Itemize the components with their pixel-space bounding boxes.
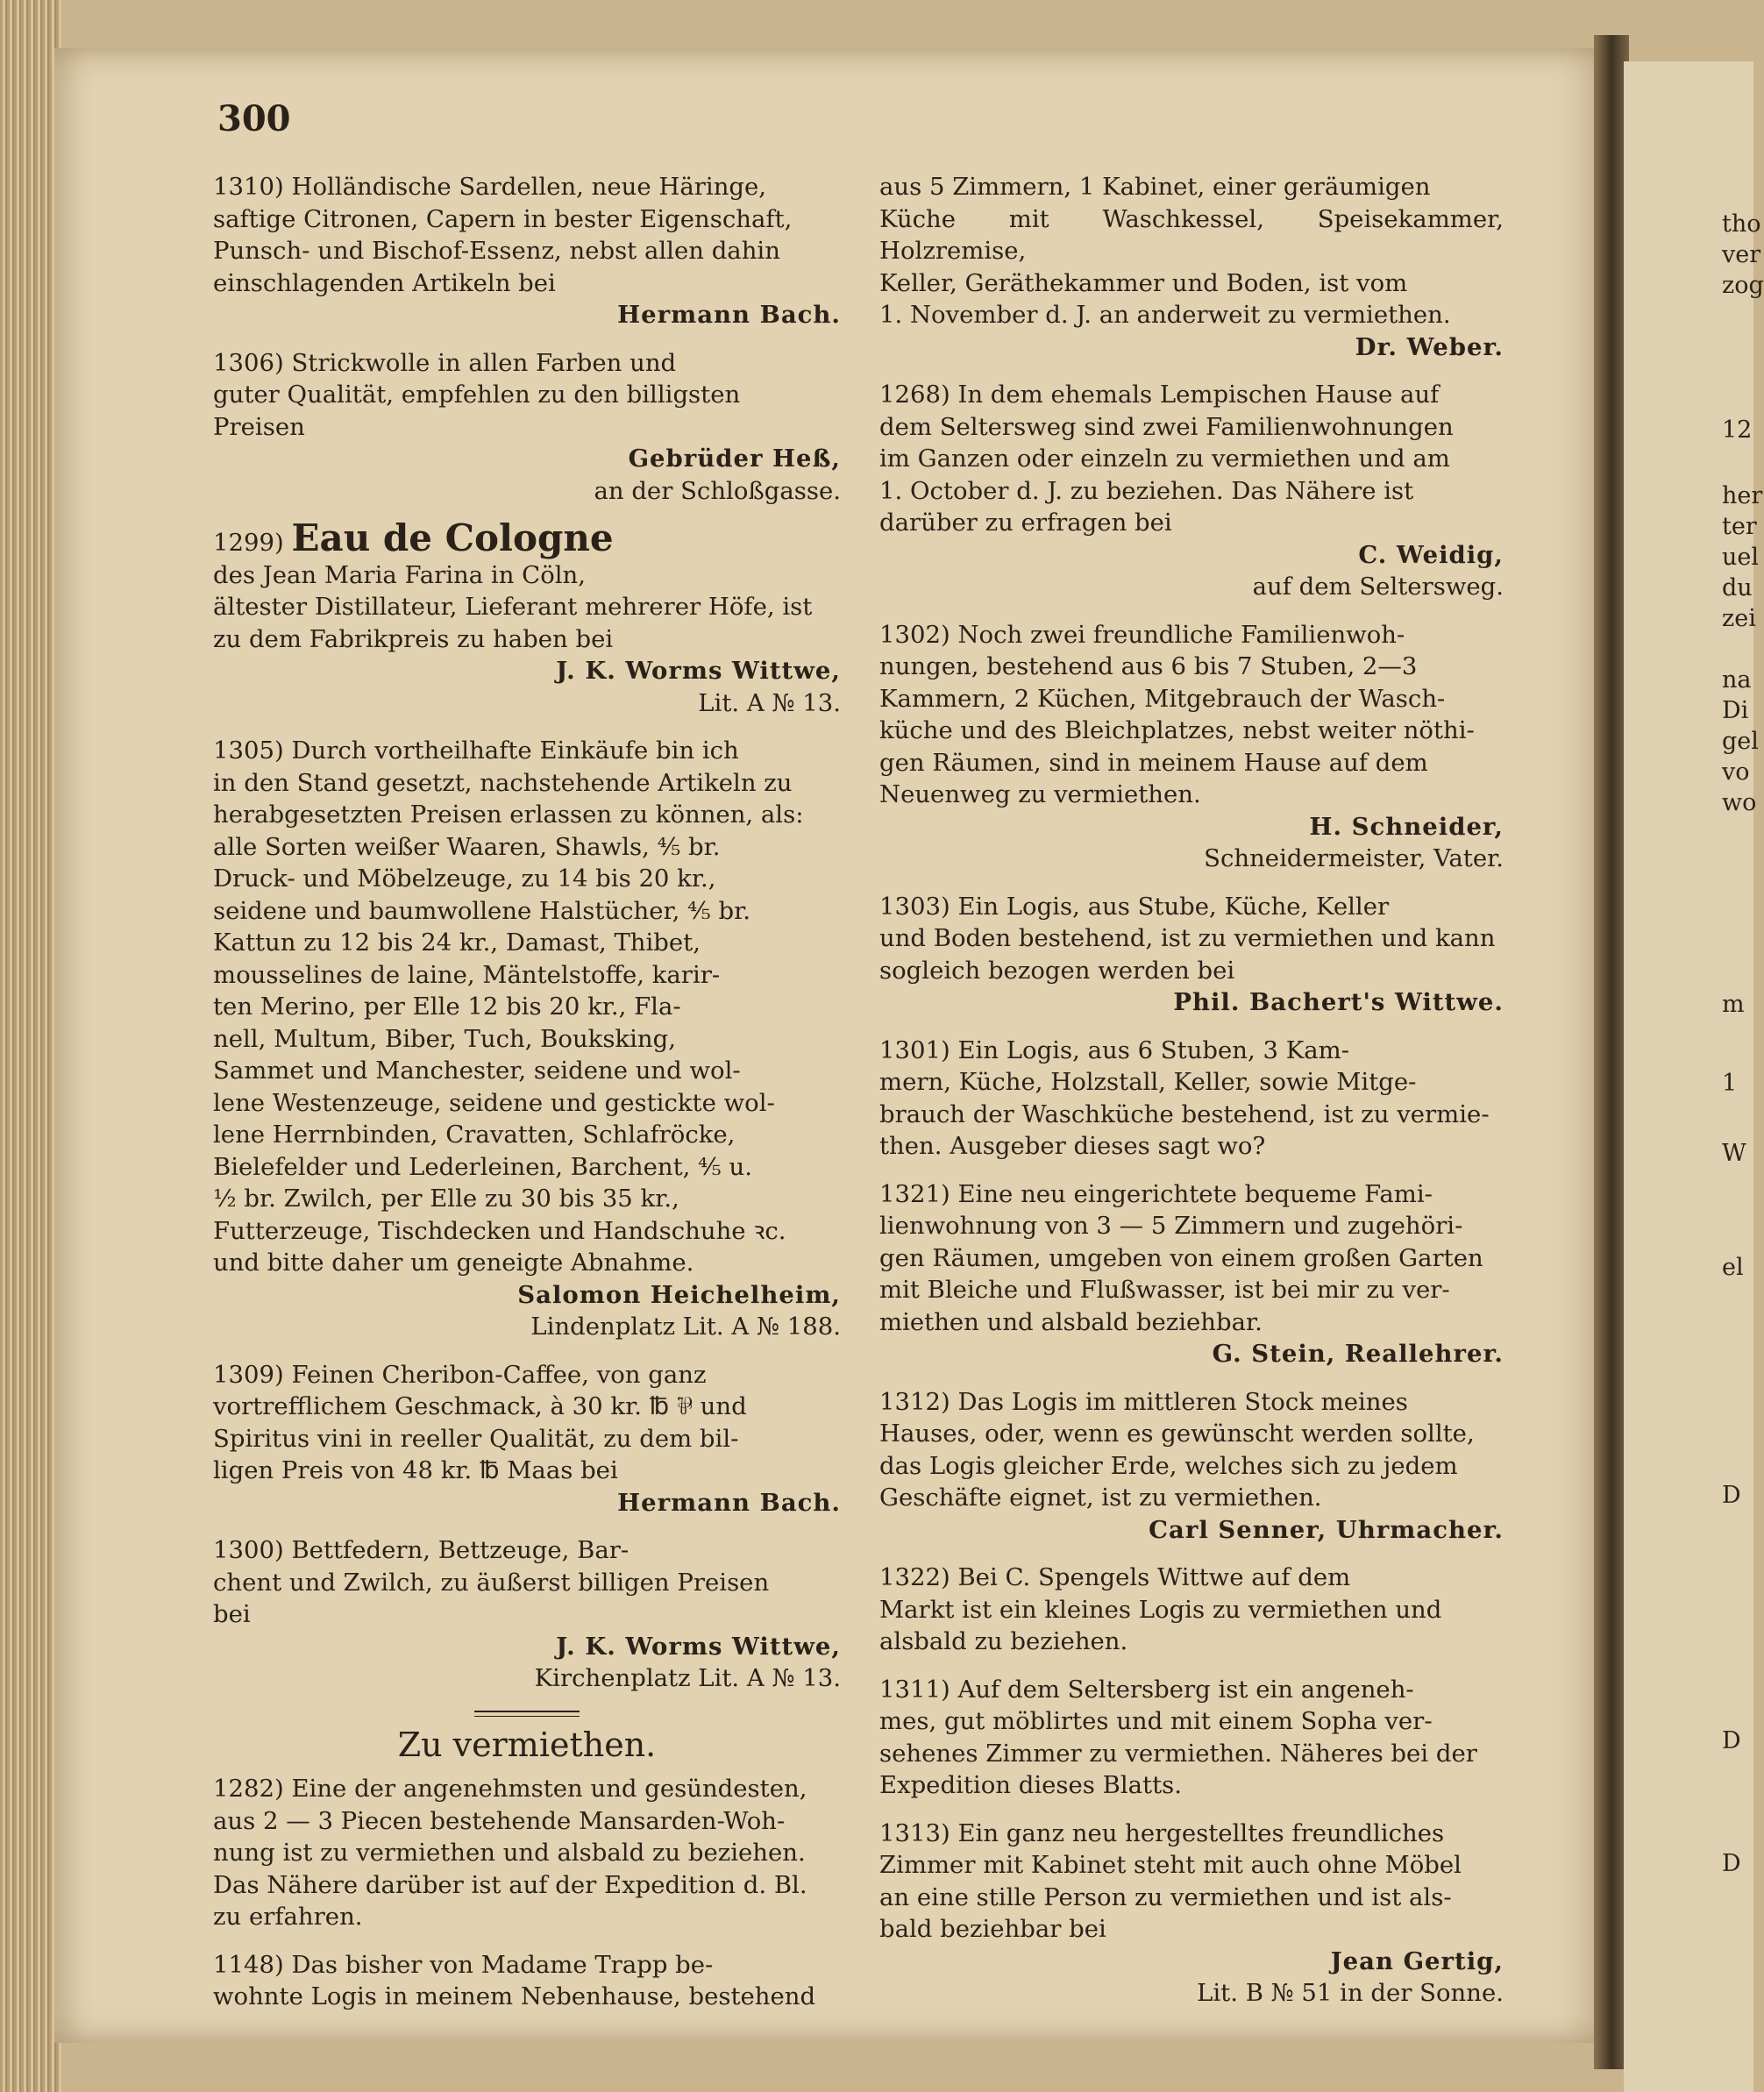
ad-text: aus 5 Zimmern, 1 Kabinet, einer geräumigen (879, 173, 1431, 201)
next-page-fragment: el (1722, 1254, 1744, 1281)
ad-signature: Kirchenplatz Lit. A № 13. (534, 1664, 841, 1692)
advertisement (879, 1035, 1504, 1163)
advertisement (213, 1359, 841, 1519)
ad-signature: J. K. Worms Wittwe, (556, 1632, 841, 1661)
ad-title: Eau de Cologne (291, 516, 614, 559)
ad-text-line (213, 1183, 841, 1215)
ad-text: Auf dem Seltersberg ist ein angeneh- (957, 1675, 1414, 1704)
ad-text-line (879, 267, 1504, 300)
ad-signature: Phil. Bachert's Wittwe. (1173, 988, 1504, 1016)
ad-number: 1321) (879, 1179, 958, 1208)
ad-text-line (879, 1562, 1504, 1594)
ad-text-line (213, 1534, 841, 1567)
ad-text-line (213, 1773, 841, 1805)
book-edge (0, 0, 61, 2092)
ad-title-line (213, 516, 841, 559)
ad-text-line (213, 267, 841, 300)
ad-text: im Ganzen oder einzeln zu vermiethen und am (879, 445, 1450, 473)
ad-text-line (213, 1901, 841, 1933)
ad-text: darüber zu erfragen bei (879, 509, 1172, 537)
ad-text: nung ist zu vermiethen und alsbald zu beziehen. (213, 1839, 806, 1867)
ad-number: 1306) (213, 348, 292, 377)
ad-text-line (213, 1151, 841, 1184)
ad-text-line (213, 347, 841, 380)
ad-text: ältester Distillateur, Lieferant mehrerer Höfe, ist (213, 593, 813, 621)
ad-text-line (879, 1818, 1504, 1850)
ad-number: 1322) (879, 1563, 958, 1591)
ad-signature: Hermann Bach. (617, 1488, 841, 1517)
ad-text: gen Räumen, umgeben von einem großen Garten (879, 1243, 1483, 1272)
ad-text: Bettfedern, Bettzeuge, Bar- (291, 1536, 629, 1564)
ad-text: wohnte Logis in meinem Nebenhause, bestehend (213, 1982, 816, 2010)
advertisement (879, 891, 1504, 1019)
advertisement (213, 1949, 841, 2013)
advertisement (213, 1534, 841, 1695)
ad-text-line (213, 767, 841, 800)
ad-signature: Lit. B № 51 in der Sonne. (1197, 1979, 1504, 2007)
next-page-fragment: tho (1722, 210, 1761, 238)
ad-text-line (213, 1215, 841, 1248)
next-page-fragment: ter (1722, 513, 1757, 540)
ad-text-line (879, 1594, 1504, 1626)
ad-text: ten Merino, per Elle 12 bis 20 kr., Fla- (213, 993, 681, 1021)
ad-text-line (213, 1247, 841, 1279)
next-page-fragment: uel (1722, 544, 1760, 571)
next-page-fragment: W (1722, 1140, 1746, 1167)
ad-number: 1300) (213, 1536, 292, 1564)
ad-signature: J. K. Worms Wittwe, (556, 657, 841, 685)
ad-text-line (213, 1981, 841, 2013)
ad-text-line (879, 619, 1504, 651)
next-page-fragment: 12 (1722, 416, 1753, 444)
ad-text-line (213, 1567, 841, 1599)
ad-number: 1268) (879, 381, 958, 409)
ad-text: Markt ist ein kleines Logis zu vermiethen und (879, 1595, 1442, 1624)
ad-text-line (879, 1130, 1504, 1163)
ad-text-line (213, 1119, 841, 1151)
ad-text-line (879, 651, 1504, 683)
ad-text: und bitte daher um geneigte Abnahme. (213, 1249, 694, 1277)
next-page-fragment: ver (1722, 241, 1761, 268)
ad-text-line (213, 379, 841, 411)
ad-text-line (213, 171, 841, 203)
ad-text: Holländische Sardellen, neue Häringe, (291, 173, 767, 201)
ad-number: 1282) (213, 1775, 292, 1803)
ad-text: mousselines de laine, Mäntelstoffe, karir- (213, 960, 721, 989)
ad-text: Geschäfte eignet, ist zu vermiethen. (879, 1484, 1322, 1512)
ad-text: Punsch- und Bischof-Essenz, nebst allen dahin (213, 237, 780, 265)
ad-text-line (879, 779, 1504, 811)
section-heading: Zu vermiethen. (397, 1725, 657, 1764)
ad-text-line (213, 1869, 841, 1902)
ad-text: Hauses, oder, wenn es gewünscht werden sollte, (879, 1420, 1475, 1448)
advertisement (879, 1178, 1504, 1370)
ad-text-line (213, 927, 841, 959)
ad-text-line (213, 959, 841, 992)
ad-number: 1305) (213, 736, 292, 765)
ad-text: Das Nähere darüber ist auf der Expedition d. Bl. (213, 1870, 807, 1899)
ad-text: küche und des Bleichplatzes, nebst weiter nöthi- (879, 716, 1475, 744)
ad-signature: Jean Gertig, (1330, 1946, 1504, 1975)
ad-text: seidene und baumwollene Halstücher, ⅘ br. (213, 896, 750, 925)
ad-text: nell, Multum, Biber, Tuch, Bouksking, (213, 1024, 676, 1053)
ad-number: 1311) (879, 1675, 958, 1704)
ad-text: Kammern, 2 Küchen, Mitgebrauch der Wasch- (879, 684, 1446, 713)
next-page-fragment: gel (1722, 728, 1759, 755)
ad-text: Strickwolle in allen Farben und (291, 348, 677, 377)
ad-text-line (213, 1805, 841, 1838)
ad-text-line (213, 1598, 841, 1631)
ad-text-line (213, 735, 841, 767)
ad-text: gen Räumen, sind in meinem Hause auf dem (879, 748, 1428, 777)
ad-text: Preisen (213, 412, 305, 441)
ad-number: 1312) (879, 1387, 958, 1416)
ad-text: des Jean Maria Farina in Cöln, (213, 560, 587, 589)
ad-text: brauch der Waschküche bestehend, ist zu vermie- (879, 1099, 1490, 1128)
ad-text-line (879, 747, 1504, 779)
ad-text-line (213, 1391, 841, 1423)
ad-text-line (879, 891, 1504, 923)
left-column (213, 171, 841, 2029)
ad-signature: Hermann Bach. (617, 301, 841, 329)
ad-text: Das bisher von Madame Trapp be- (291, 1950, 714, 1979)
ad-text: bald beziehbar bei (879, 1915, 1106, 1943)
ad-text-line (879, 1306, 1504, 1339)
ad-text: mit Bleiche und Flußwasser, ist bei mir zu ver- (879, 1276, 1450, 1304)
ad-text: Expedition dieses Blatts. (879, 1771, 1182, 1799)
ad-text-line (879, 1274, 1504, 1306)
ad-text: 1. November d. J. an anderweit zu vermiethen. (879, 301, 1451, 329)
ad-text: lene Westenzeuge, seidene und gestickte wol- (213, 1088, 775, 1117)
advertisement (213, 347, 841, 508)
ad-number: 1148) (213, 1950, 292, 1979)
ad-text-line (213, 1455, 841, 1487)
ad-text-line (879, 1738, 1504, 1770)
ad-text: herabgesetzten Preisen erlassen zu können, als: (213, 801, 804, 829)
ad-text: sogleich bezogen werden bei (879, 956, 1235, 985)
ad-text: Das Logis im mittleren Stock meines (957, 1387, 1408, 1416)
ad-number: 1309) (213, 1360, 292, 1389)
ad-signature: Gebrüder Heß, (628, 445, 841, 473)
next-page-fragment: na (1722, 666, 1752, 694)
ad-text: bei (213, 1600, 251, 1628)
ad-text-line (879, 171, 1504, 203)
ad-text-line (879, 1242, 1504, 1275)
ad-text: das Logis gleicher Erde, welches sich zu jedem (879, 1451, 1458, 1480)
ad-text-line (213, 411, 841, 444)
advertisement (879, 1562, 1504, 1658)
ad-text-line (879, 475, 1504, 508)
ad-text: Ein ganz neu hergestelltes freundliches (957, 1818, 1445, 1847)
ad-text-line (213, 203, 841, 236)
ad-text-line (879, 379, 1504, 411)
advertisement (213, 1773, 841, 1933)
ad-text-line (879, 1769, 1504, 1802)
advertisement (879, 379, 1504, 603)
ad-text: Zimmer mit Kabinet steht mit auch ohne Möbel (879, 1851, 1462, 1879)
ad-text-line (879, 1210, 1504, 1242)
ad-signature: H. Schneider, (1309, 812, 1504, 841)
ad-text: und Boden bestehend, ist zu vermiethen und kann (879, 924, 1496, 952)
next-page-fragment: 1 (1722, 1070, 1738, 1097)
ad-signature: G. Stein, Reallehrer. (1212, 1340, 1504, 1368)
ad-text-line (213, 623, 841, 656)
ad-text-line (879, 1066, 1504, 1099)
ad-text-line (879, 1450, 1504, 1483)
ad-text: alsbald zu beziehen. (879, 1627, 1128, 1655)
ad-text-line (213, 1837, 841, 1869)
ad-text: Noch zwei freundliche Familienwoh- (957, 620, 1405, 649)
ad-text: saftige Citronen, Capern in bester Eigenschaft, (213, 204, 793, 233)
ad-signature: Carl Senner, Uhrmacher. (1149, 1515, 1504, 1544)
ad-text: in den Stand gesetzt, nachstehende Artikeln zu (213, 768, 793, 797)
ad-number: 1301) (879, 1035, 958, 1064)
ad-text-line (879, 1849, 1504, 1882)
ad-text-line (879, 1674, 1504, 1706)
ad-text-line (879, 1705, 1504, 1738)
ad-text-line (213, 1423, 841, 1455)
ad-text: mes, gut möblirtes und mit einem Sopha ver- (879, 1707, 1433, 1735)
next-page-fragment: D (1722, 1850, 1741, 1877)
ad-text: lienwohnung von 3 — 5 Zimmern und zugehöri- (879, 1212, 1463, 1240)
ad-signature: Dr. Weber. (1355, 332, 1504, 361)
ad-text-line (879, 922, 1504, 955)
next-page-fragment: vo (1722, 758, 1750, 786)
ad-text-line (213, 863, 841, 895)
ad-text: chent und Zwilch, zu äußerst billigen Preisen (213, 1568, 770, 1597)
next-page-fragment: her (1722, 482, 1763, 509)
next-page-fragment: m (1722, 991, 1745, 1018)
ad-text-line (213, 991, 841, 1023)
ad-text-line (879, 1482, 1504, 1514)
ad-text: miethen und alsbald beziehbar. (879, 1307, 1263, 1336)
next-page-edge (1624, 61, 1764, 2092)
ad-text-line (879, 1626, 1504, 1658)
next-page-fragment: Di (1722, 697, 1749, 724)
ad-text: zu dem Fabrikpreis zu haben bei (213, 624, 614, 653)
advertisement (879, 1386, 1504, 1547)
ad-text: einschlagenden Artikeln bei (213, 268, 556, 297)
ad-text: Ein Logis, aus Stube, Küche, Keller (957, 892, 1390, 921)
next-page-fragment: zog (1722, 272, 1764, 299)
ad-signature: auf dem Seltersweg. (1252, 573, 1504, 601)
ad-text: then. Ausgeber dieses sagt wo? (879, 1132, 1266, 1160)
ad-text: Bei C. Spengels Wittwe auf dem (957, 1563, 1351, 1591)
next-page-fragment: D (1722, 1482, 1741, 1509)
ad-text: aus 2 — 3 Piecen bestehende Mansarden-Woh- (213, 1806, 786, 1835)
advertisement (213, 735, 841, 1343)
page-number: 300 (217, 98, 291, 139)
ad-text-line (879, 1913, 1504, 1946)
ad-text: Neuenweg zu vermiethen. (879, 780, 1201, 808)
ad-number: 1310) (213, 173, 292, 201)
ad-signature: Lit. A № 13. (698, 688, 841, 717)
ad-text: vortrefflichem Geschmack, à 30 kr. ℔ ⅌ und (213, 1392, 747, 1420)
ad-text-line (879, 683, 1504, 715)
ad-signature: C. Weidig, (1358, 540, 1504, 569)
ad-signature: an der Schloßgasse. (594, 476, 841, 505)
ad-text: ½ br. Zwilch, per Elle zu 30 bis 35 kr., (213, 1185, 679, 1213)
advertisement (213, 171, 841, 331)
ad-text-line (213, 1359, 841, 1391)
ad-signature: Lindenplatz Lit. A № 188. (530, 1313, 841, 1341)
ad-text: In dem ehemals Lempischen Hause auf (957, 381, 1440, 409)
ad-number: 1313) (879, 1818, 958, 1847)
ad-text: mern, Küche, Holzstall, Keller, sowie Mitge- (879, 1068, 1417, 1096)
ad-text: 1. October d. J. zu beziehen. Das Nähere ist (879, 476, 1414, 505)
ad-text: Küche mit Waschkessel, Speisekammer, Holzremise, (879, 204, 1504, 265)
ad-text-line (213, 799, 841, 831)
ad-text-line (879, 411, 1504, 444)
ad-text-line (879, 299, 1504, 331)
ad-text: Spiritus vini in reeller Qualität, zu dem bil- (213, 1424, 739, 1453)
ad-text: Sammet und Manchester, seidene und wol- (213, 1057, 741, 1085)
ad-text: Feinen Cheribon-Caffee, von ganz (291, 1360, 707, 1389)
next-page-fragment: D (1722, 1727, 1741, 1754)
ad-text-line (879, 715, 1504, 747)
ad-text: sehenes Zimmer zu vermiethen. Näheres bei der (879, 1739, 1477, 1768)
advertisement (879, 1674, 1504, 1802)
ad-text: ligen Preis von 48 kr. ℔ Maas bei (213, 1456, 618, 1484)
next-page-fragment: zei (1722, 605, 1756, 632)
ad-text: nungen, bestehend aus 6 bis 7 Stuben, 2—3 (879, 652, 1418, 680)
right-column (879, 171, 1504, 2025)
ad-text-line (879, 955, 1504, 987)
ad-signature: Salomon Heichelheim, (517, 1280, 841, 1309)
ad-text-line (879, 507, 1504, 539)
advertisement (213, 516, 841, 719)
ad-text-line (213, 895, 841, 928)
ad-text: guter Qualität, empfehlen zu den billigsten (213, 381, 741, 409)
ad-text: alle Sorten weißer Waaren, Shawls, ⅘ br. (213, 832, 721, 861)
ad-text-line (879, 203, 1504, 267)
ad-text: Durch vortheilhafte Einkäufe bin ich (291, 736, 739, 765)
ad-text-line (213, 591, 841, 623)
ad-text-line (879, 1386, 1504, 1419)
ad-number: 1299) (213, 529, 292, 557)
ad-text: lene Herrnbinden, Cravatten, Schlafröcke, (213, 1121, 736, 1149)
ad-text-line (213, 831, 841, 864)
advertisement (879, 619, 1504, 875)
ad-text: Eine neu eingerichtete bequeme Fami- (957, 1179, 1433, 1208)
ad-text-line (213, 1087, 841, 1120)
advertisement (879, 1818, 1504, 2010)
ad-number: 1302) (879, 620, 958, 649)
ad-text-line (879, 443, 1504, 475)
ad-text-line (213, 1055, 841, 1087)
ad-text-line (213, 559, 841, 592)
ad-text: zu erfahren. (213, 1903, 363, 1931)
ad-text: Keller, Geräthekammer und Boden, ist vom (879, 268, 1408, 297)
ad-text-line (879, 1178, 1504, 1211)
ad-text: an eine stille Person zu vermiethen und ist als- (879, 1882, 1452, 1911)
ad-text: Eine der angenehmsten und gesündesten, (291, 1775, 807, 1803)
advertisement (879, 171, 1504, 363)
section-divider (474, 1711, 580, 1717)
ad-text-line (213, 235, 841, 267)
ad-text: Ein Logis, aus 6 Stuben, 3 Kam- (957, 1035, 1350, 1064)
ad-signature: Schneidermeister, Vater. (1204, 844, 1504, 872)
ad-text-line (213, 1023, 841, 1056)
next-page-fragment: du (1722, 574, 1753, 601)
ad-text: Kattun zu 12 bis 24 kr., Damast, Thibet, (213, 929, 701, 957)
ad-text-line (879, 1035, 1504, 1067)
next-page-fragment: wo (1722, 789, 1757, 816)
ad-text: Futterzeuge, Tischdecken und Handschuhe ꝛc. (213, 1216, 786, 1245)
ad-text: Druck- und Möbelzeuge, zu 14 bis 20 kr., (213, 865, 716, 893)
ad-text: Bielefelder und Lederleinen, Barchent, ⅘ u. (213, 1152, 752, 1181)
ad-text-line (879, 1418, 1504, 1450)
ad-number: 1303) (879, 892, 958, 921)
ad-text-line (879, 1882, 1504, 1914)
ad-text-line (213, 1949, 841, 1982)
ad-text: dem Seltersweg sind zwei Familienwohnungen (879, 412, 1454, 441)
ad-text-line (879, 1099, 1504, 1131)
